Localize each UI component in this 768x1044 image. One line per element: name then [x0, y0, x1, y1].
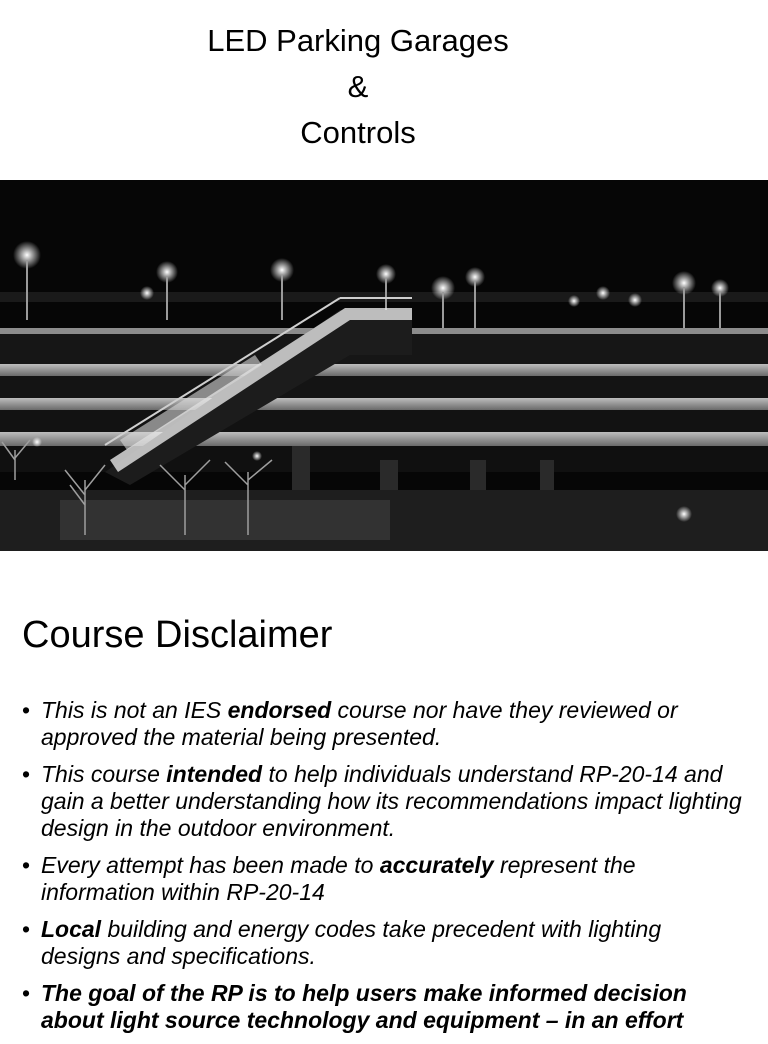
- parking-garage-night-icon: [0, 180, 768, 551]
- bullet-post: course nor have they reviewed or approved the material being presented.: [41, 697, 678, 750]
- bullet-post: building and energy codes take precedent with lighting designs and specifications.: [41, 916, 662, 969]
- bullet-icon: •: [22, 980, 31, 1006]
- bullet-bold: The goal of the RP is to help users make informed decision about light source technology and equipment – in an effort: [41, 980, 687, 1033]
- bullet-bold: endorsed: [227, 697, 332, 723]
- bullet-post: represent the information within RP-20-14: [41, 852, 636, 905]
- title-line-2: &: [347, 69, 369, 104]
- bullet-bold: intended: [166, 761, 263, 787]
- bullet-icon: •: [22, 761, 31, 787]
- title-line-1: LED Parking Garages: [207, 23, 509, 58]
- list-item: [22, 852, 742, 906]
- parking-garage-photo: [0, 180, 768, 551]
- slide-title: [0, 18, 716, 156]
- bullet-pre: This is not an IES: [41, 697, 228, 723]
- bullet-bold: Local: [41, 916, 102, 942]
- bullet-icon: •: [22, 852, 31, 878]
- bullet-icon: •: [22, 916, 31, 942]
- list-item: [22, 697, 742, 751]
- bullet-bold: accurately: [379, 852, 494, 878]
- bullet-icon: •: [22, 697, 31, 723]
- bullet-post: to help individuals understand RP-20-14 and gain a better understanding how its recommendations impact lighting design in the outdoor environment.: [41, 761, 742, 841]
- list-item: [22, 761, 742, 842]
- course-disclaimer-heading: Course Disclaimer: [22, 614, 333, 656]
- disclaimer-bullet-list: [22, 697, 742, 1044]
- bullet-pre: Every attempt has been made to: [41, 852, 380, 878]
- list-item: [22, 916, 742, 970]
- title-line-3: Controls: [300, 115, 416, 150]
- list-item: [22, 980, 742, 1034]
- bullet-pre: This course: [41, 761, 167, 787]
